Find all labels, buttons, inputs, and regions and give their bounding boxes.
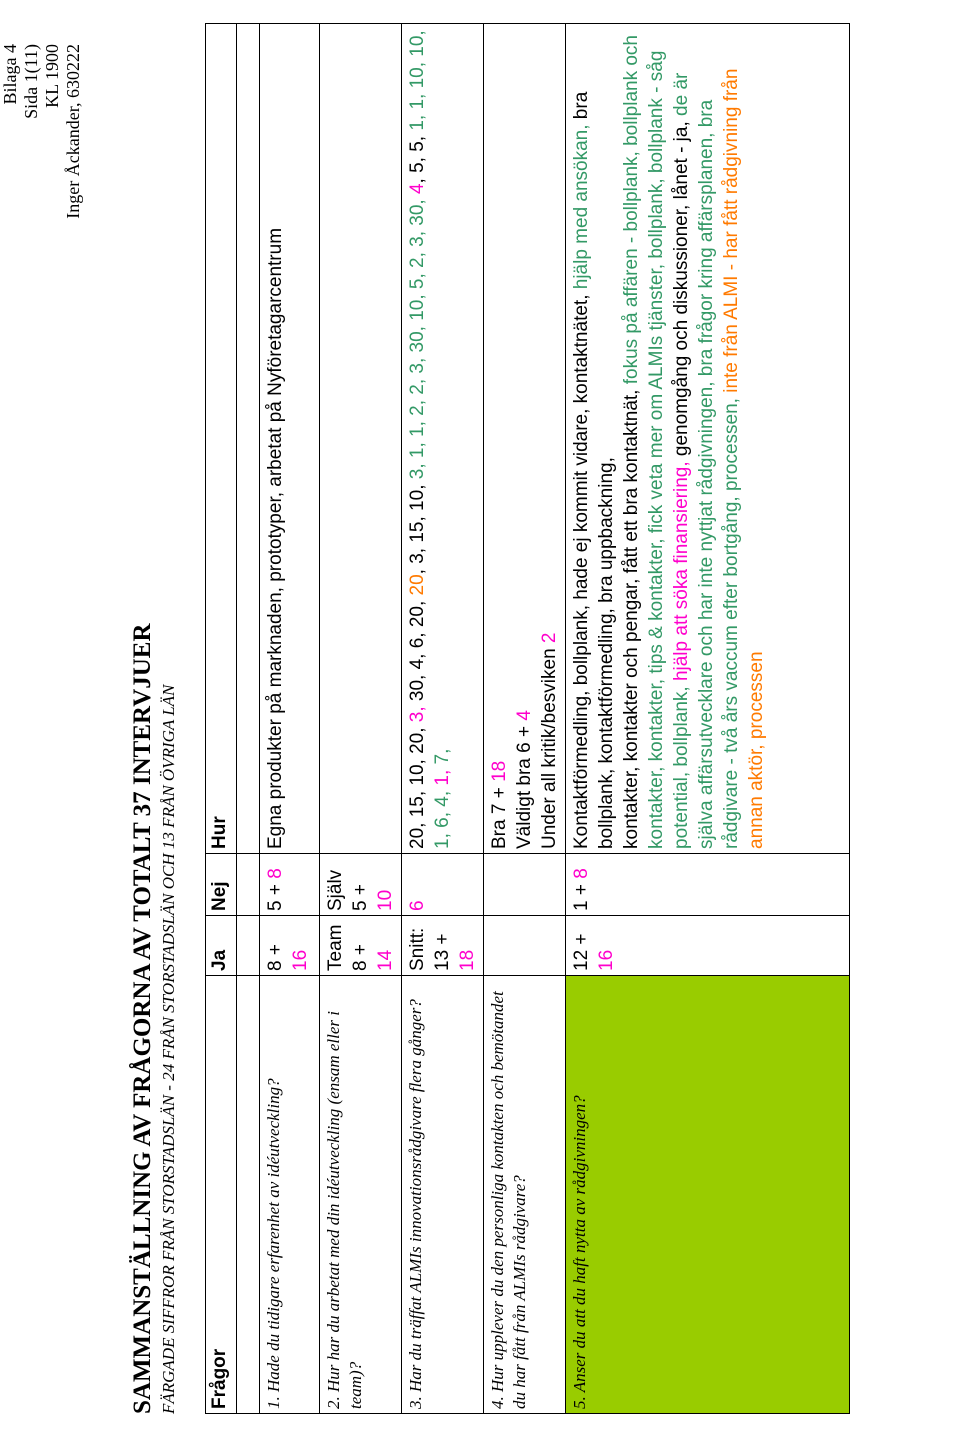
text-run: 5 + (265, 878, 286, 911)
text-run: Bra 7 + (489, 781, 510, 849)
table-row (566, 24, 850, 1414)
text-run: 8 (265, 868, 286, 879)
table-row (484, 24, 566, 1414)
nej-cell (320, 854, 402, 916)
text-run: 14 (375, 949, 396, 971)
document-subtitle: FÄRGADE SIFFROR FRÅN STORSTADSLÄN - 24 FRÅN STORSTADSLÄN OCH 13 FRÅN ÖVRIGA LÄN (159, 684, 178, 1414)
table-body (260, 24, 850, 1414)
ja-cell (566, 916, 850, 976)
ja-cell (260, 916, 320, 976)
text-run: 18 (489, 760, 510, 782)
hur-cell (320, 24, 402, 854)
document-title: SAMMANSTÄLLNING AV FRÅGORNA AV TOTALT 37 INTERVJUER (129, 623, 156, 1414)
text-run: 1, (432, 769, 453, 786)
text-run: hjälp att söka finansiering, (671, 461, 692, 682)
text-run: 8 + (265, 944, 286, 971)
text-run: 3, 1, 1, 2, 2, 3, 30, 10, 5, 2, 3, 30, (407, 194, 428, 480)
header-ja: Ja (206, 916, 237, 976)
text-run: Snitt: 13 + (407, 927, 453, 971)
ja-cell (402, 916, 484, 976)
text-run: kontakter, kontakter och pengar, fått ett bra kontaktnät, (621, 384, 642, 849)
table-header-row (206, 24, 237, 1414)
text-run: , 5, 5, (407, 130, 428, 184)
text-run: 3, (407, 706, 428, 723)
text-run: 4 (407, 183, 428, 195)
hur-cell (402, 24, 484, 854)
text-run: 2 (539, 632, 560, 644)
text-run: hjälp med ansökan, (571, 124, 592, 290)
header-fragor: Frågor (206, 976, 237, 1414)
text-run: Kontaktförmedling, bollplank, hade ej kommit vidare, kontaktnätet, (571, 289, 592, 849)
text-run: Egna produkter på marknaden, prototyper, arbetat på Nyföretagarcentrum (265, 227, 286, 849)
text-run: , 3, 15, 10, (407, 479, 428, 575)
text-run: 30, 4, 6, 20, (407, 595, 428, 707)
text-run: 4 (514, 710, 535, 721)
header-nej: Nej (206, 854, 237, 916)
text-run: inte från ALMI - har fått rådgivning från annan aktör, processen (721, 68, 767, 849)
ja-cell (484, 916, 566, 976)
hur-cell (484, 24, 566, 854)
table-row (402, 24, 484, 1414)
text-run: Själv 5 + (325, 869, 371, 911)
table-spacer-row (237, 24, 260, 1414)
nej-cell (566, 854, 850, 916)
table-row (320, 24, 402, 1414)
question-cell: 4. Hur upplever du den personliga kontakten och bemötandet du har fått från ALMIs rådgivare? (484, 976, 566, 1414)
question-cell: 3. Har du träffat ALMIs innovationsrådgivare flera gånger? (402, 976, 484, 1414)
hur-cell (566, 24, 850, 854)
text-run: 8 (571, 868, 592, 879)
text-run: genomgång och diskussioner, lånet - ja, (671, 115, 692, 462)
text-run: Team 8 + (325, 924, 371, 971)
question-cell: 5. Anser du att du haft nytta av rådgivningen? (566, 976, 850, 1414)
question-cell: 2. Hur har du arbetat med din idéutveckling (ensam eller i team)? (320, 976, 402, 1414)
text-run: Under all kritik/besviken (539, 643, 560, 849)
nej-cell (484, 854, 566, 916)
title-block (128, 623, 180, 1414)
ja-cell (320, 916, 402, 976)
text-run: 10 (375, 889, 396, 911)
text-run: 16 (596, 949, 617, 971)
table-row (260, 24, 320, 1414)
text-run: 1 + (571, 878, 592, 911)
attachment-label: Bilaga 4 (0, 44, 20, 105)
text-run: 1, 1, 10, 10, 1, 6, 4, (407, 30, 453, 849)
time-ref: KL 1900 (42, 44, 62, 108)
header-hur: Hur (206, 24, 237, 854)
text-run: 6 (407, 900, 428, 911)
survey-table (205, 23, 850, 1414)
text-run: bra bollplank, kontaktförmedling, bra uppbackning, (571, 91, 617, 849)
text-run: Väldigt bra 6 + (514, 720, 535, 849)
text-run: fokus på affären - bollplank, bollplank och kontakter, kontakter, tips & kontakter, fick veta mer om ALMIs tjänster, bollplank, bollplank - såg potential, bollplank, (621, 35, 692, 849)
text-run: de är själva affärsutvecklare och har inte nyttjat rådgivningen, bra frågor kring affärsplanen, bra rådgivare - två års vaccum efter bortgång, processen, (671, 72, 742, 849)
page-number: Sida 1(11) (21, 44, 41, 119)
text-run: 12 + (571, 933, 592, 971)
author-date: Inger Åckander, 630222 (63, 44, 83, 219)
text-run: 16 (290, 949, 311, 971)
text-run: 18 (457, 949, 478, 971)
nej-cell (402, 854, 484, 916)
nej-cell (260, 854, 320, 916)
question-cell: 1. Hade du tidigare erfarenhet av idéutveckling? (260, 976, 320, 1414)
hur-cell (260, 24, 320, 854)
text-run: 20 (407, 574, 428, 596)
text-run: 20, 15, 10, 20, (407, 722, 428, 849)
text-run: 7, (432, 748, 453, 770)
document-header-meta (0, 44, 84, 264)
